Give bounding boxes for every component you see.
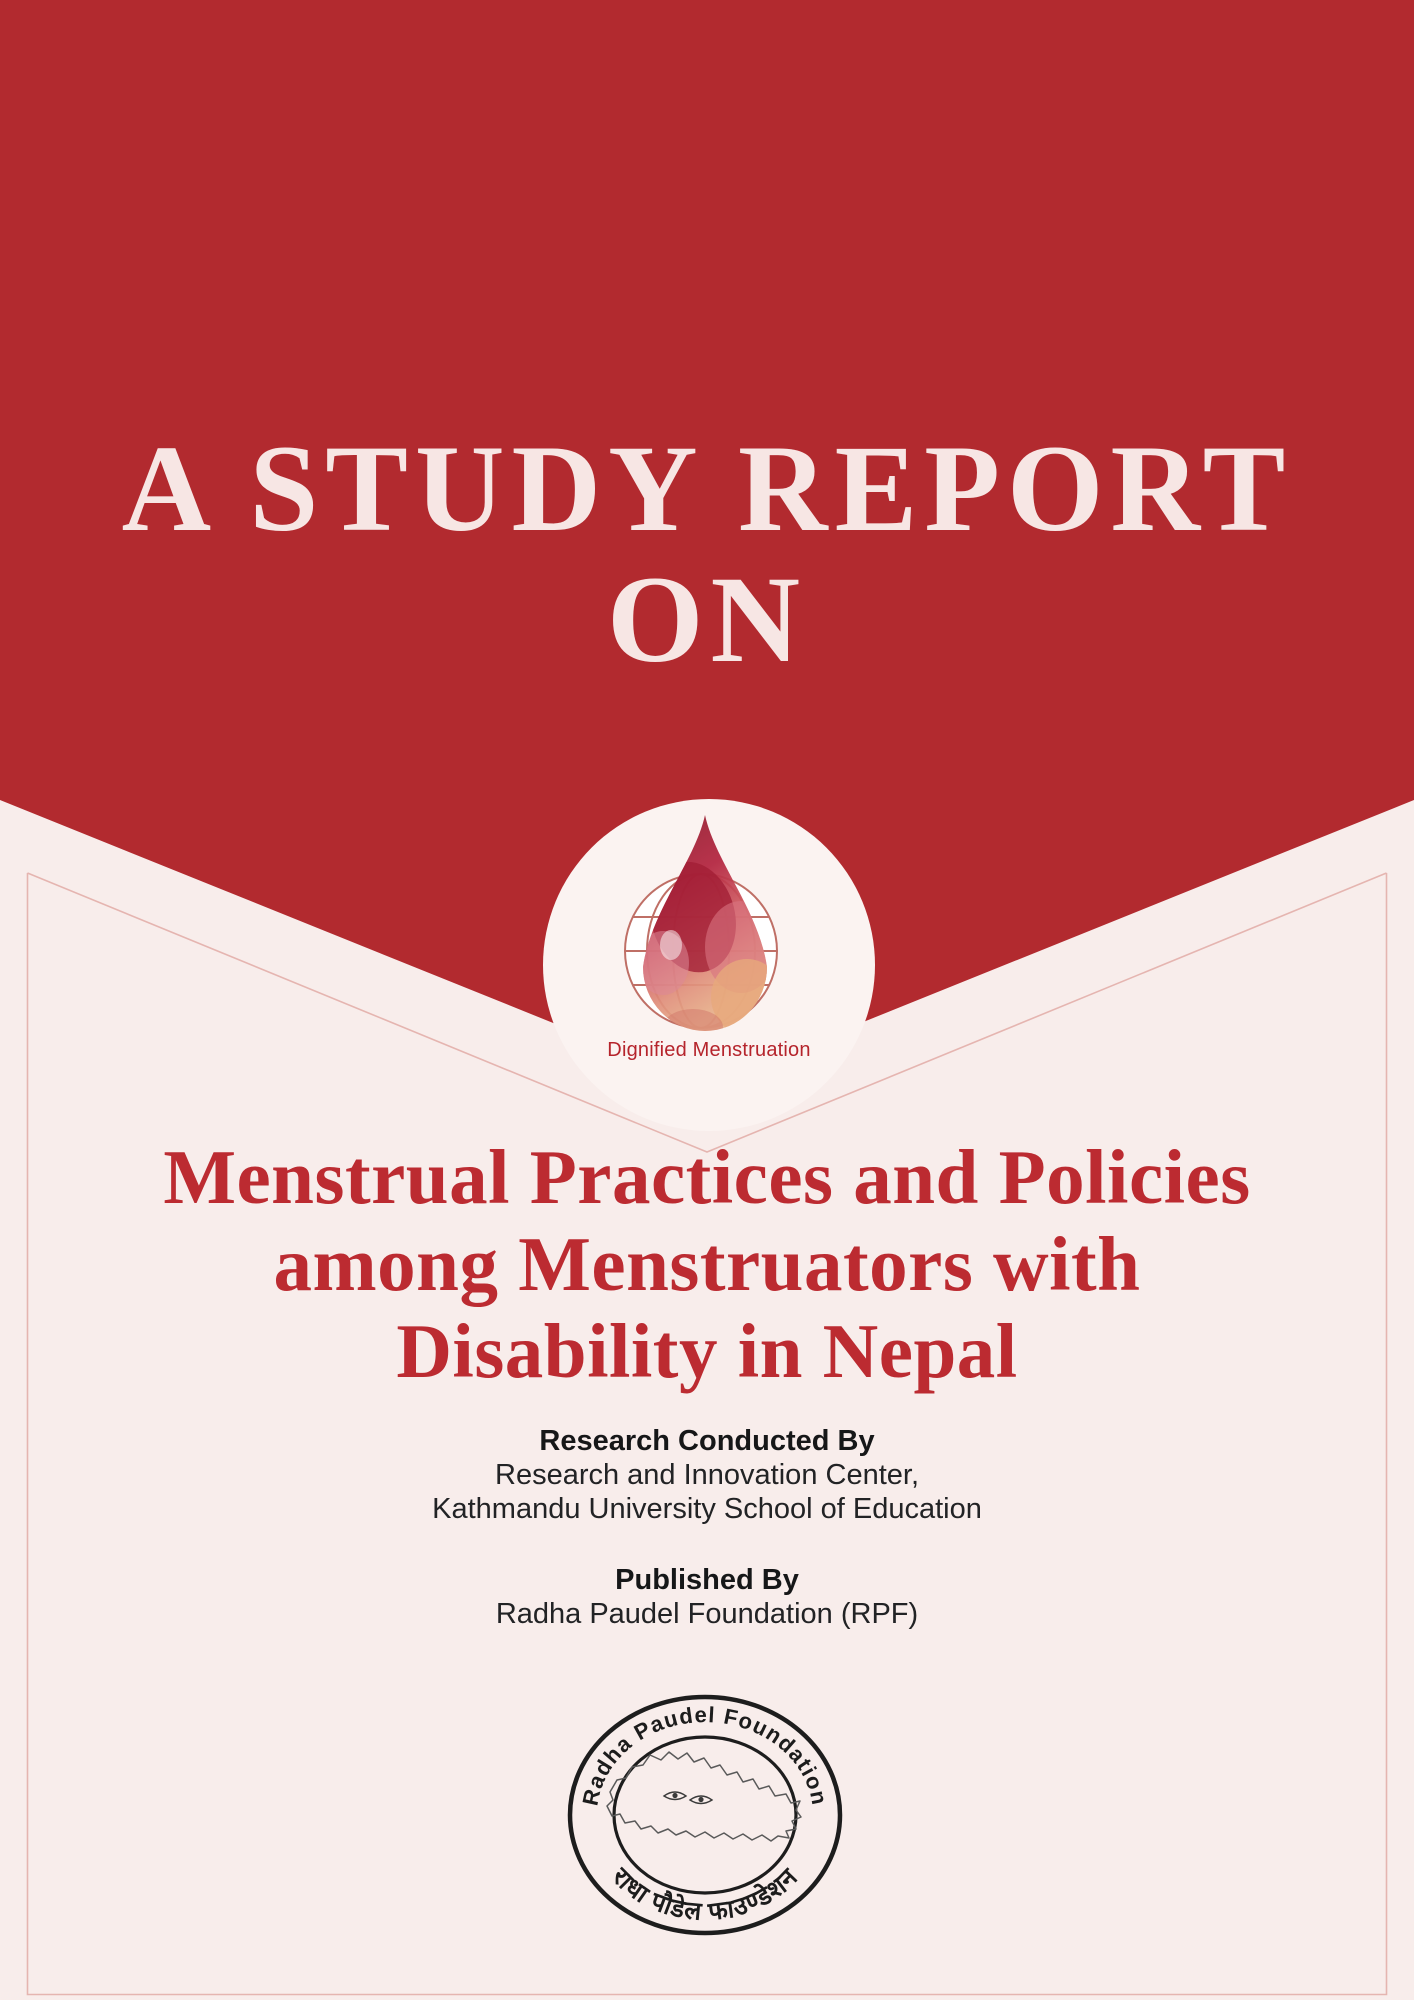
published-by-label: Published By [615, 1564, 799, 1596]
banner-title-line1: A STUDY REPORT [121, 420, 1293, 557]
stamp-top-text: Radha Paudel Foundation [577, 1701, 833, 1808]
rpf-stamp [560, 1688, 850, 1948]
blood-drop-globe-icon [543, 799, 875, 1131]
eyes-icon [664, 1792, 712, 1804]
research-org-line1: Research and Innovation Center, [495, 1459, 919, 1491]
stamp-bottom-text: राधा पौडेल फाउण्डेशन [606, 1862, 804, 1927]
banner-title [0, 420, 1414, 689]
credits-block [0, 1424, 1414, 1631]
research-conducted-label: Research Conducted By [539, 1425, 875, 1457]
badge-caption: Dignified Menstruation [607, 1039, 811, 1061]
report-title-line2: among Menstruators with [273, 1221, 1141, 1307]
dignified-menstruation-badge [543, 799, 875, 1131]
banner-title-line2: ON [607, 551, 807, 689]
report-title-line3: Disability in Nepal [396, 1308, 1018, 1394]
research-org-line2: Kathmandu University School of Education [432, 1493, 982, 1525]
report-title-line1: Menstrual Practices and Policies [163, 1134, 1251, 1220]
report-title [0, 1134, 1414, 1395]
publisher-name: Radha Paudel Foundation (RPF) [495, 1598, 919, 1630]
